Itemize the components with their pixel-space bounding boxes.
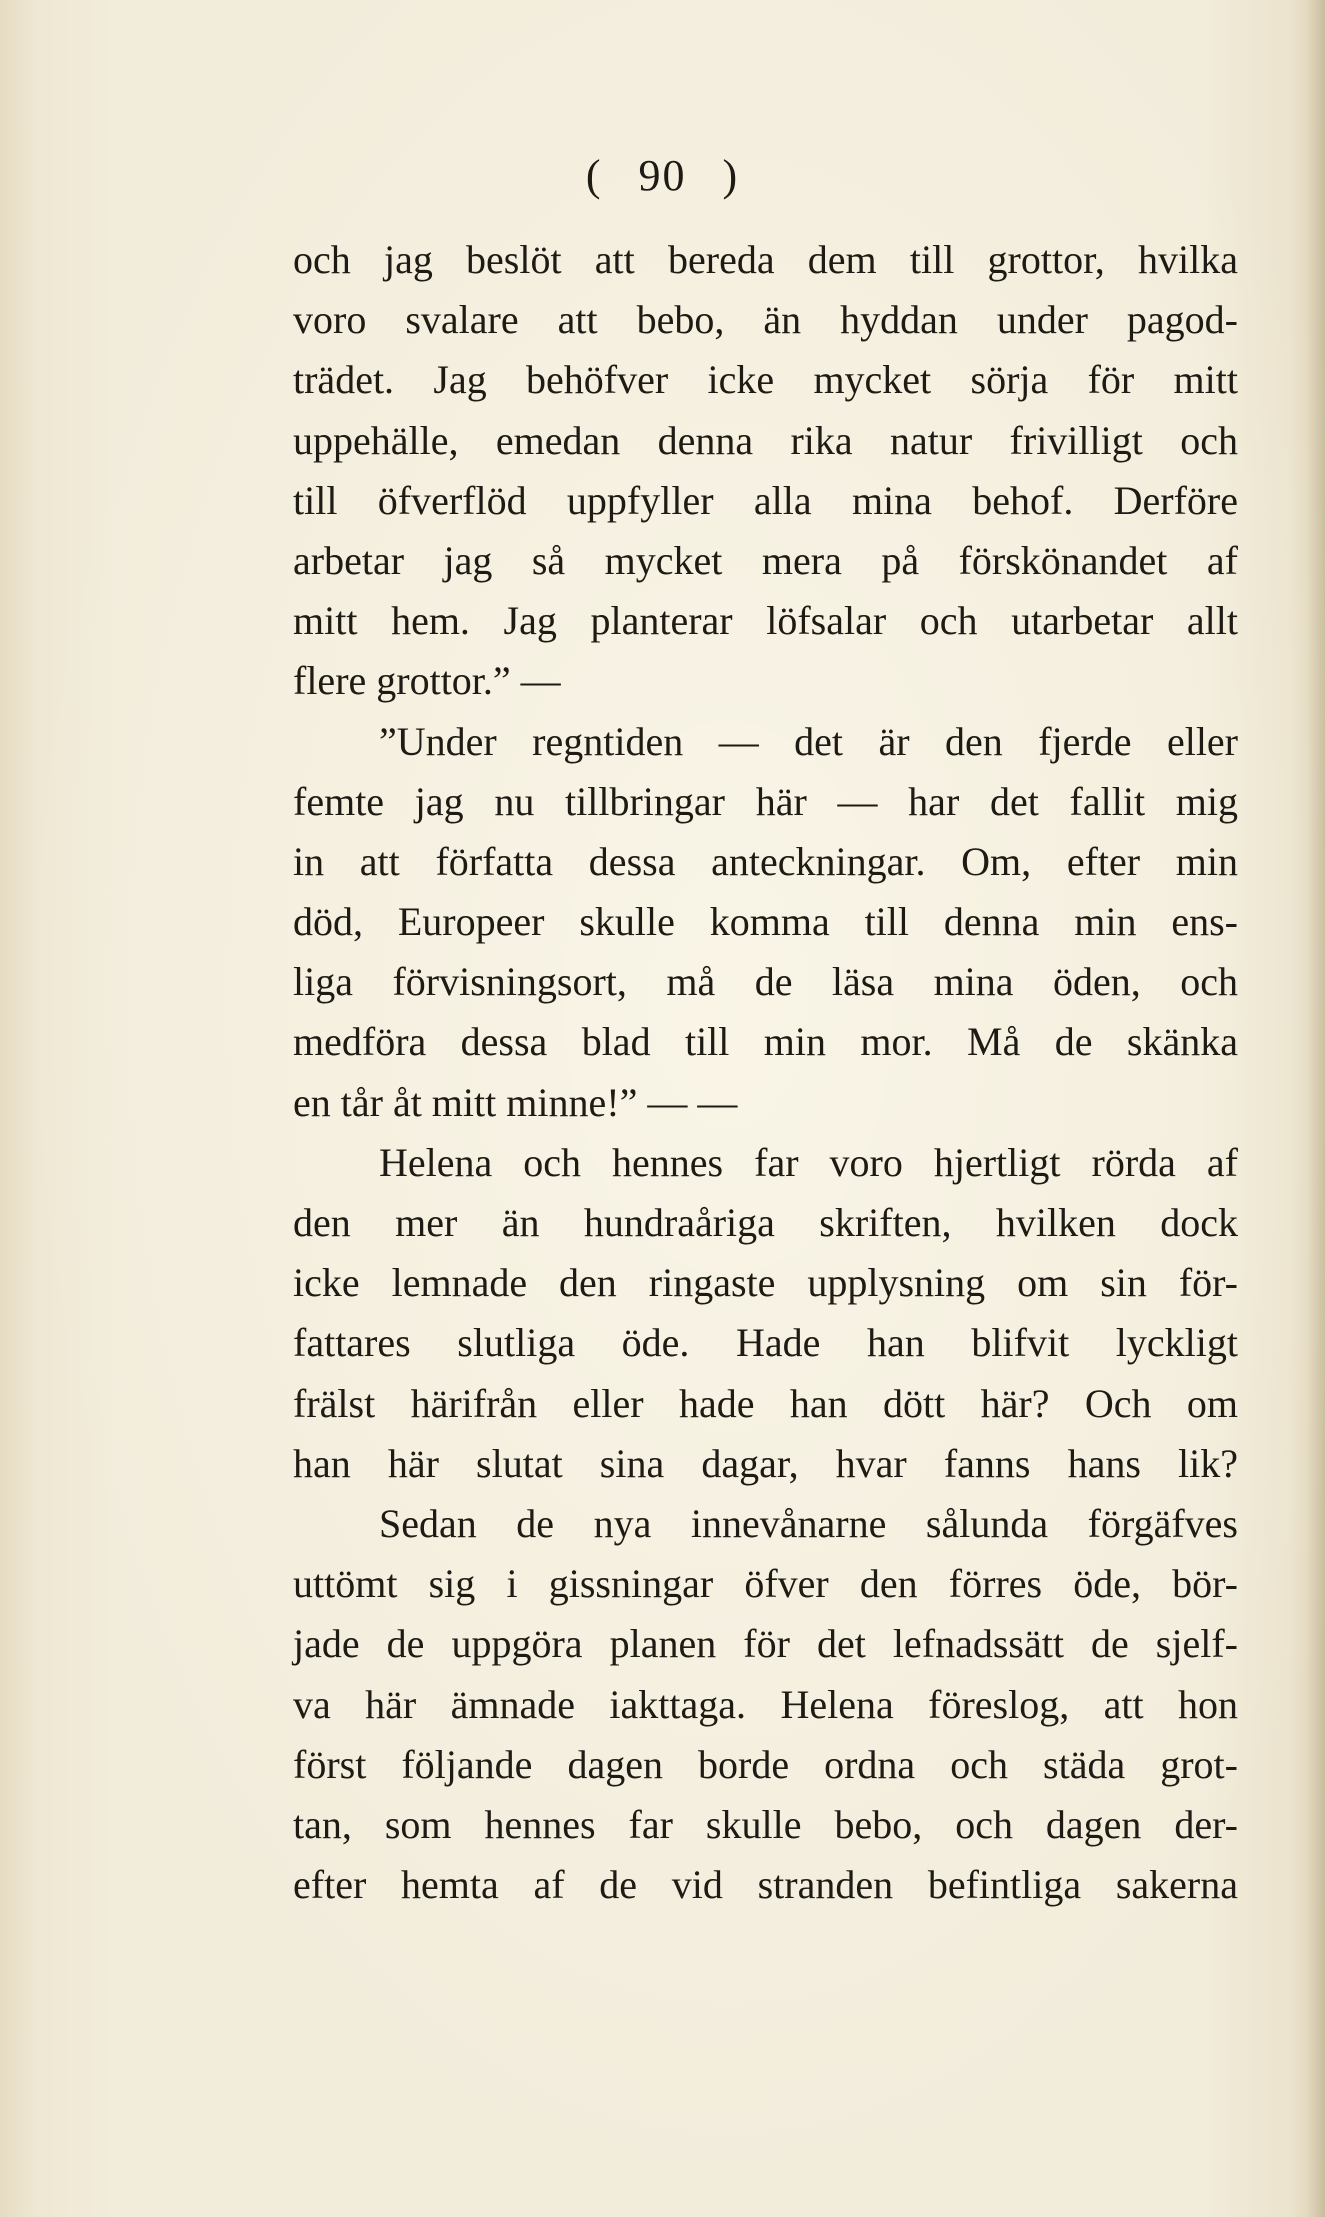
text-line: till öfverflöd uppfyller alla mina behof. Derföre — [293, 477, 1238, 523]
page-edge-shadow — [1307, 0, 1325, 2217]
text-line: den mer än hundraåriga skriften, hvilken dock — [293, 1200, 1238, 1245]
text-line: arbetar jag så mycket mera på förskönandet af — [293, 537, 1238, 583]
header-close-paren: ) — [722, 151, 740, 200]
text-line: Sedan de nya innevånarne sålunda förgäfves — [379, 1500, 1238, 1546]
text-line: först följande dagen borde ordna och städa grot- — [293, 1741, 1238, 1787]
header-open-paren: ( — [585, 151, 603, 200]
text-line: mitt hem. Jag planterar löfsalar och utarbetar allt — [293, 598, 1238, 644]
body-text — [293, 230, 1238, 1915]
text-line: tan, som hennes far skulle bebo, och dagen der- — [293, 1801, 1238, 1847]
text-line: voro svalare att bebo, än hyddan under pagod- — [293, 297, 1238, 343]
text-line: fattares slutliga öde. Hade han blifvit lyckligt — [293, 1320, 1238, 1366]
text-line: va här ämnade iakttaga. Helena föreslog, att hon — [293, 1681, 1238, 1727]
text-line: femte jag nu tillbringar här — har det fallit mig — [293, 778, 1238, 824]
text-line: död, Europeer skulle komma till denna min ens- — [293, 899, 1238, 945]
text-line: ”Under regntiden — det är den fjerde eller — [379, 718, 1238, 764]
text-line: han här slutat sina dagar, hvar fanns hans lik? — [293, 1440, 1238, 1486]
page-number: 90 — [638, 151, 687, 200]
page-header — [0, 150, 1325, 201]
text-line: uppehälle, emedan denna rika natur frivilligt och — [293, 417, 1238, 463]
text-line: icke lemnade den ringaste upplysning om sin för- — [293, 1260, 1238, 1306]
text-line: jade de uppgöra planen för det lefnadssätt de sjelf- — [293, 1621, 1238, 1667]
text-line: in att författa dessa anteckningar. Om, efter min — [293, 838, 1238, 884]
text-line: flere grottor.” — — [293, 658, 561, 704]
text-line: liga förvisningsort, må de läsa mina öden, och — [293, 959, 1238, 1005]
text-line: och jag beslöt att bereda dem till grottor, hvilka — [293, 237, 1238, 282]
text-line: Helena och hennes far voro hjertligt rörda af — [379, 1139, 1238, 1185]
text-line: uttömt sig i gissningar öfver den förres öde, bör- — [293, 1561, 1238, 1607]
text-line: trädet. Jag behöfver icke mycket sörja för mitt — [293, 357, 1238, 403]
text-line: efter hemta af de vid stranden befintliga sakerna — [293, 1862, 1238, 1908]
text-line: en tår åt mitt minne!” — — — [293, 1079, 738, 1125]
text-line: frälst härifrån eller hade han dött här? Och om — [293, 1380, 1238, 1426]
text-line: medföra dessa blad till min mor. Må de skänka — [293, 1019, 1238, 1065]
